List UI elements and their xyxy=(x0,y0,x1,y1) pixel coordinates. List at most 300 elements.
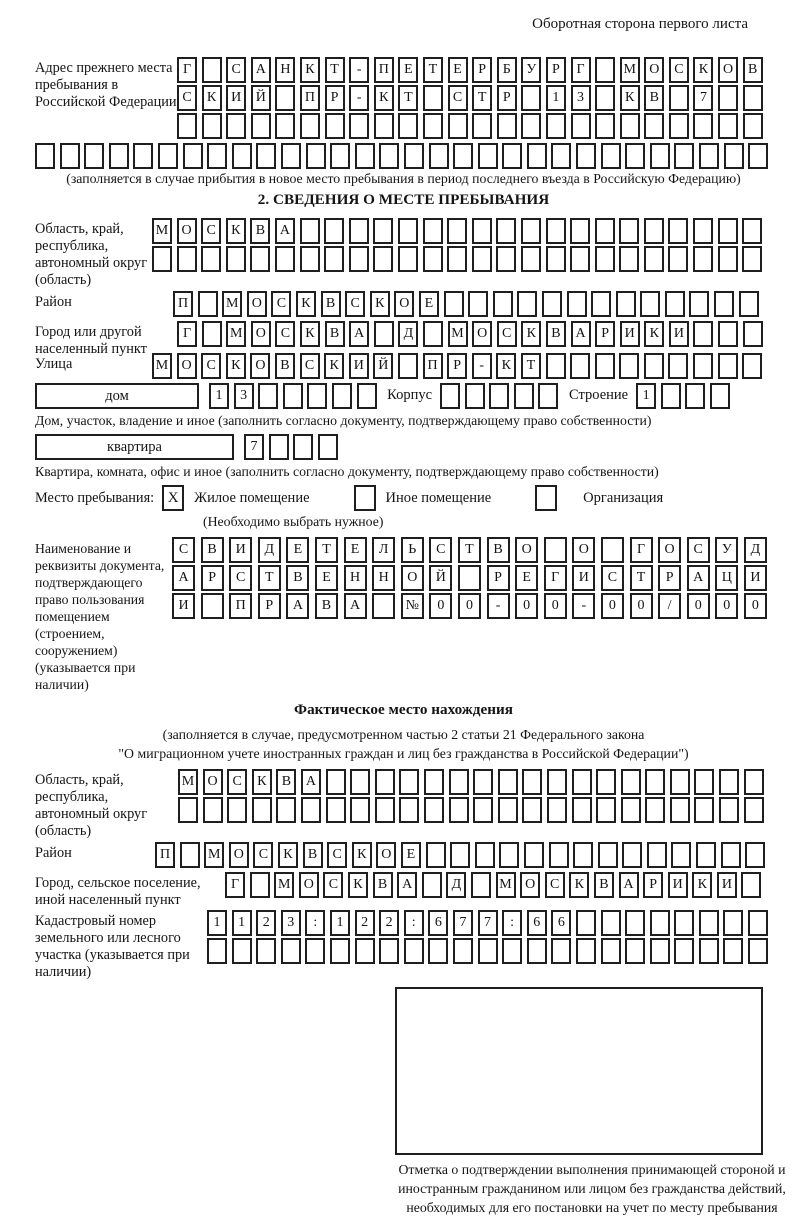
char-box[interactable] xyxy=(748,938,768,964)
char-box[interactable] xyxy=(423,113,443,139)
char-box[interactable] xyxy=(625,143,645,169)
char-box[interactable] xyxy=(449,797,469,823)
char-box[interactable]: А xyxy=(571,321,591,347)
char-box[interactable] xyxy=(496,218,516,244)
char-box[interactable] xyxy=(489,383,509,409)
char-box[interactable]: С xyxy=(229,565,252,591)
char-box[interactable] xyxy=(429,143,449,169)
char-box[interactable]: В xyxy=(743,57,763,83)
char-box[interactable] xyxy=(306,143,326,169)
char-box[interactable] xyxy=(325,113,345,139)
char-box[interactable]: К xyxy=(348,872,368,898)
char-box[interactable] xyxy=(453,143,473,169)
char-box[interactable]: У xyxy=(521,57,541,83)
char-box[interactable] xyxy=(447,218,467,244)
char-box[interactable] xyxy=(527,143,547,169)
char-box[interactable] xyxy=(517,291,537,317)
char-box[interactable]: Е xyxy=(419,291,439,317)
char-box[interactable] xyxy=(398,353,418,379)
char-box[interactable]: 7 xyxy=(244,434,264,460)
char-box[interactable]: П xyxy=(229,593,252,619)
char-box[interactable] xyxy=(650,910,670,936)
char-box[interactable] xyxy=(202,113,222,139)
char-box[interactable] xyxy=(250,246,270,272)
char-box[interactable] xyxy=(232,938,252,964)
char-box[interactable] xyxy=(625,910,645,936)
char-box[interactable]: Б xyxy=(497,57,517,83)
char-box[interactable] xyxy=(332,383,352,409)
char-box[interactable]: К xyxy=(620,85,640,111)
char-box[interactable]: Д xyxy=(398,321,418,347)
char-box[interactable] xyxy=(226,246,246,272)
char-box[interactable]: 6 xyxy=(428,910,448,936)
char-box[interactable]: П xyxy=(155,842,175,868)
char-box[interactable]: В xyxy=(303,842,323,868)
char-box[interactable]: Т xyxy=(521,353,541,379)
char-box[interactable] xyxy=(693,246,713,272)
char-box[interactable] xyxy=(674,143,694,169)
char-box[interactable] xyxy=(619,218,639,244)
char-box[interactable] xyxy=(198,291,218,317)
char-box[interactable]: Р xyxy=(658,565,681,591)
char-box[interactable] xyxy=(721,842,741,868)
char-box[interactable]: П xyxy=(374,57,394,83)
char-box[interactable] xyxy=(522,769,542,795)
char-box[interactable] xyxy=(226,113,246,139)
char-box[interactable] xyxy=(256,143,276,169)
char-box[interactable] xyxy=(404,938,424,964)
char-box[interactable]: Ц xyxy=(715,565,738,591)
char-box[interactable]: О xyxy=(299,872,319,898)
char-box[interactable] xyxy=(350,769,370,795)
char-box[interactable]: М xyxy=(448,321,468,347)
char-box[interactable]: П xyxy=(173,291,193,317)
char-box[interactable] xyxy=(591,291,611,317)
char-box[interactable] xyxy=(699,910,719,936)
char-box[interactable] xyxy=(601,143,621,169)
char-box[interactable]: 0 xyxy=(630,593,653,619)
char-box[interactable] xyxy=(546,218,566,244)
char-box[interactable] xyxy=(84,143,104,169)
char-box[interactable]: С xyxy=(601,565,624,591)
char-box[interactable] xyxy=(498,769,518,795)
char-box[interactable] xyxy=(330,938,350,964)
char-box[interactable] xyxy=(514,383,534,409)
char-box[interactable] xyxy=(232,143,252,169)
char-box[interactable]: М xyxy=(274,872,294,898)
char-box[interactable] xyxy=(372,593,395,619)
char-box[interactable] xyxy=(275,113,295,139)
char-box[interactable]: Р xyxy=(258,593,281,619)
char-box[interactable] xyxy=(644,353,664,379)
char-box[interactable] xyxy=(398,218,418,244)
char-box[interactable] xyxy=(573,842,593,868)
char-box[interactable] xyxy=(619,353,639,379)
char-box[interactable] xyxy=(497,113,517,139)
char-box[interactable] xyxy=(542,291,562,317)
char-box[interactable] xyxy=(724,143,744,169)
char-box[interactable] xyxy=(502,938,522,964)
char-box[interactable] xyxy=(601,938,621,964)
char-box[interactable] xyxy=(398,246,418,272)
char-box[interactable] xyxy=(669,113,689,139)
char-box[interactable] xyxy=(723,910,743,936)
char-box[interactable] xyxy=(293,434,313,460)
char-box[interactable] xyxy=(741,872,761,898)
char-box[interactable] xyxy=(549,842,569,868)
char-box[interactable]: Р xyxy=(595,321,615,347)
char-box[interactable] xyxy=(572,797,592,823)
char-box[interactable] xyxy=(458,565,481,591)
char-box[interactable]: М xyxy=(222,291,242,317)
char-box[interactable] xyxy=(502,143,522,169)
char-box[interactable] xyxy=(202,321,222,347)
char-box[interactable]: Е xyxy=(344,537,367,563)
char-box[interactable]: С xyxy=(429,537,452,563)
char-box[interactable] xyxy=(300,218,320,244)
char-box[interactable]: 3 xyxy=(571,85,591,111)
char-box[interactable] xyxy=(718,246,738,272)
char-box[interactable]: 1 xyxy=(636,383,656,409)
char-box[interactable]: О xyxy=(203,769,223,795)
char-box[interactable]: И xyxy=(226,85,246,111)
char-box[interactable] xyxy=(685,383,705,409)
char-box[interactable] xyxy=(496,246,516,272)
char-box[interactable]: Г xyxy=(177,321,197,347)
char-box[interactable]: : xyxy=(502,910,522,936)
char-box[interactable] xyxy=(743,85,763,111)
char-box[interactable]: : xyxy=(305,910,325,936)
char-box[interactable]: К xyxy=(226,353,246,379)
char-box[interactable]: С xyxy=(497,321,517,347)
char-box[interactable] xyxy=(133,143,153,169)
char-box[interactable]: М xyxy=(178,769,198,795)
char-box[interactable] xyxy=(595,85,615,111)
char-box[interactable] xyxy=(275,246,295,272)
char-box[interactable]: П xyxy=(423,353,443,379)
char-box[interactable]: Д xyxy=(744,537,767,563)
char-box[interactable] xyxy=(258,383,278,409)
char-box[interactable] xyxy=(710,383,730,409)
char-box[interactable] xyxy=(379,938,399,964)
char-box[interactable]: К xyxy=(374,85,394,111)
char-box[interactable]: Т xyxy=(630,565,653,591)
char-box[interactable] xyxy=(598,842,618,868)
char-box[interactable] xyxy=(450,842,470,868)
char-box[interactable]: М xyxy=(152,218,172,244)
char-box[interactable] xyxy=(357,383,377,409)
char-box[interactable]: А xyxy=(172,565,195,591)
char-box[interactable] xyxy=(473,769,493,795)
char-box[interactable] xyxy=(674,910,694,936)
char-box[interactable] xyxy=(742,353,762,379)
char-box[interactable]: К xyxy=(569,872,589,898)
char-box[interactable] xyxy=(693,113,713,139)
char-box[interactable]: И xyxy=(717,872,737,898)
char-box[interactable] xyxy=(674,938,694,964)
char-box[interactable]: Й xyxy=(429,565,452,591)
char-box[interactable]: В xyxy=(594,872,614,898)
char-box[interactable] xyxy=(570,246,590,272)
char-box[interactable] xyxy=(472,113,492,139)
char-box[interactable]: Р xyxy=(643,872,663,898)
char-box[interactable]: П xyxy=(300,85,320,111)
char-box[interactable]: К xyxy=(202,85,222,111)
char-box[interactable]: О xyxy=(520,872,540,898)
char-box[interactable] xyxy=(275,85,295,111)
char-box[interactable] xyxy=(620,113,640,139)
char-box[interactable]: Д xyxy=(258,537,281,563)
char-box[interactable] xyxy=(601,537,624,563)
char-box[interactable] xyxy=(180,842,200,868)
char-box[interactable]: О xyxy=(644,57,664,83)
char-box[interactable]: - xyxy=(349,85,369,111)
char-box[interactable] xyxy=(355,938,375,964)
char-box[interactable] xyxy=(619,246,639,272)
char-box[interactable] xyxy=(665,291,685,317)
char-box[interactable] xyxy=(551,938,571,964)
char-box[interactable] xyxy=(546,113,566,139)
char-box[interactable]: С xyxy=(226,57,246,83)
char-box[interactable] xyxy=(718,85,738,111)
char-box[interactable] xyxy=(571,113,591,139)
char-box[interactable]: К xyxy=(521,321,541,347)
char-box[interactable]: В xyxy=(325,321,345,347)
char-box[interactable]: В xyxy=(275,353,295,379)
char-box[interactable] xyxy=(281,143,301,169)
char-box[interactable] xyxy=(326,769,346,795)
char-box[interactable] xyxy=(521,85,541,111)
char-box[interactable]: Ь xyxy=(401,537,424,563)
char-box[interactable]: 7 xyxy=(478,910,498,936)
char-box[interactable]: В xyxy=(644,85,664,111)
char-box[interactable] xyxy=(595,57,615,83)
char-box[interactable]: : xyxy=(404,910,424,936)
char-box[interactable] xyxy=(375,797,395,823)
char-box[interactable] xyxy=(447,246,467,272)
char-box[interactable]: В xyxy=(286,565,309,591)
char-box[interactable]: К xyxy=(300,57,320,83)
char-box[interactable]: С xyxy=(172,537,195,563)
char-box[interactable]: Й xyxy=(251,85,271,111)
char-box[interactable] xyxy=(521,113,541,139)
char-box[interactable]: С xyxy=(275,321,295,347)
char-box[interactable] xyxy=(547,769,567,795)
char-box[interactable] xyxy=(744,769,764,795)
char-box[interactable] xyxy=(644,246,664,272)
char-box[interactable]: Р xyxy=(325,85,345,111)
char-box[interactable] xyxy=(693,218,713,244)
char-box[interactable]: И xyxy=(349,353,369,379)
char-box[interactable] xyxy=(670,797,690,823)
char-box[interactable]: 1 xyxy=(209,383,229,409)
char-box[interactable]: В xyxy=(373,872,393,898)
char-box[interactable] xyxy=(498,797,518,823)
char-box[interactable] xyxy=(699,938,719,964)
char-box[interactable]: К xyxy=(296,291,316,317)
char-box[interactable] xyxy=(547,797,567,823)
char-box[interactable]: 7 xyxy=(693,85,713,111)
char-box[interactable]: К xyxy=(370,291,390,317)
char-box[interactable] xyxy=(349,113,369,139)
char-box[interactable] xyxy=(499,842,519,868)
char-box[interactable]: О xyxy=(515,537,538,563)
char-box[interactable] xyxy=(668,353,688,379)
char-box[interactable]: 2 xyxy=(256,910,276,936)
char-box[interactable]: 3 xyxy=(234,383,254,409)
char-box[interactable] xyxy=(645,797,665,823)
char-box[interactable]: К xyxy=(693,57,713,83)
char-box[interactable] xyxy=(183,143,203,169)
char-box[interactable] xyxy=(428,938,448,964)
char-box[interactable]: А xyxy=(619,872,639,898)
char-box[interactable] xyxy=(307,383,327,409)
char-box[interactable] xyxy=(696,842,716,868)
char-box[interactable]: С xyxy=(201,218,221,244)
char-box[interactable]: 0 xyxy=(458,593,481,619)
char-box[interactable]: С xyxy=(687,537,710,563)
char-box[interactable]: О xyxy=(177,353,197,379)
char-box[interactable] xyxy=(668,218,688,244)
char-box[interactable]: О xyxy=(718,57,738,83)
char-box[interactable] xyxy=(355,143,375,169)
char-box[interactable] xyxy=(595,218,615,244)
char-box[interactable] xyxy=(718,353,738,379)
char-box[interactable] xyxy=(423,321,443,347)
char-box[interactable]: 0 xyxy=(687,593,710,619)
char-box[interactable] xyxy=(576,938,596,964)
char-box[interactable] xyxy=(424,769,444,795)
char-box[interactable] xyxy=(373,218,393,244)
char-box[interactable]: В xyxy=(546,321,566,347)
char-box[interactable] xyxy=(595,353,615,379)
char-box[interactable]: И xyxy=(668,872,688,898)
char-box[interactable]: К xyxy=(252,769,272,795)
char-box[interactable] xyxy=(207,938,227,964)
char-box[interactable]: Г xyxy=(177,57,197,83)
char-box[interactable]: Т xyxy=(325,57,345,83)
char-box[interactable] xyxy=(538,383,558,409)
char-box[interactable] xyxy=(621,797,641,823)
char-box[interactable] xyxy=(718,218,738,244)
char-box[interactable] xyxy=(551,143,571,169)
char-box[interactable]: С xyxy=(323,872,343,898)
char-box[interactable] xyxy=(256,938,276,964)
char-box[interactable] xyxy=(650,938,670,964)
char-box[interactable] xyxy=(318,434,338,460)
char-box[interactable] xyxy=(300,113,320,139)
char-box[interactable]: Й xyxy=(373,353,393,379)
char-box[interactable]: Д xyxy=(446,872,466,898)
char-box[interactable]: А xyxy=(301,769,321,795)
char-box[interactable]: М xyxy=(226,321,246,347)
char-box[interactable] xyxy=(522,797,542,823)
char-box[interactable]: М xyxy=(152,353,172,379)
char-box[interactable] xyxy=(572,769,592,795)
char-box[interactable]: К xyxy=(300,321,320,347)
char-box[interactable] xyxy=(177,246,197,272)
char-box[interactable] xyxy=(375,769,395,795)
char-box[interactable] xyxy=(493,291,513,317)
char-box[interactable] xyxy=(743,113,763,139)
char-box[interactable] xyxy=(35,143,55,169)
char-box[interactable]: И xyxy=(669,321,689,347)
char-box[interactable] xyxy=(324,246,344,272)
char-box[interactable] xyxy=(644,218,664,244)
char-box[interactable] xyxy=(269,434,289,460)
checkbox-organization[interactable] xyxy=(535,485,557,511)
char-box[interactable] xyxy=(668,246,688,272)
char-box[interactable] xyxy=(202,57,222,83)
char-box[interactable] xyxy=(475,842,495,868)
char-box[interactable]: А xyxy=(687,565,710,591)
char-box[interactable] xyxy=(227,797,247,823)
char-box[interactable] xyxy=(60,143,80,169)
char-box[interactable]: - xyxy=(572,593,595,619)
char-box[interactable] xyxy=(644,113,664,139)
char-box[interactable] xyxy=(521,246,541,272)
char-box[interactable] xyxy=(300,246,320,272)
char-box[interactable] xyxy=(283,383,303,409)
char-box[interactable]: Е xyxy=(286,537,309,563)
char-box[interactable] xyxy=(723,938,743,964)
char-box[interactable]: 0 xyxy=(515,593,538,619)
char-box[interactable]: В xyxy=(201,537,224,563)
char-box[interactable] xyxy=(745,842,765,868)
char-box[interactable] xyxy=(622,842,642,868)
char-box[interactable] xyxy=(742,246,762,272)
char-box[interactable]: И xyxy=(172,593,195,619)
char-box[interactable] xyxy=(448,113,468,139)
char-box[interactable] xyxy=(472,218,492,244)
char-box[interactable] xyxy=(423,218,443,244)
char-box[interactable] xyxy=(177,113,197,139)
char-box[interactable] xyxy=(595,246,615,272)
char-box[interactable]: А xyxy=(397,872,417,898)
char-box[interactable] xyxy=(546,353,566,379)
char-box[interactable]: И xyxy=(572,565,595,591)
char-box[interactable]: Р xyxy=(546,57,566,83)
char-box[interactable]: А xyxy=(344,593,367,619)
char-box[interactable]: 1 xyxy=(546,85,566,111)
char-box[interactable]: И xyxy=(229,537,252,563)
char-box[interactable]: К xyxy=(496,353,516,379)
char-box[interactable]: О xyxy=(250,353,270,379)
char-box[interactable] xyxy=(201,593,224,619)
char-box[interactable]: А xyxy=(349,321,369,347)
char-box[interactable]: О xyxy=(472,321,492,347)
char-box[interactable]: В xyxy=(321,291,341,317)
char-box[interactable]: У xyxy=(715,537,738,563)
char-box[interactable] xyxy=(374,113,394,139)
char-box[interactable] xyxy=(423,246,443,272)
checkbox-residential[interactable]: X xyxy=(162,485,184,511)
char-box[interactable] xyxy=(567,291,587,317)
char-box[interactable] xyxy=(250,872,270,898)
checkbox-other-premises[interactable] xyxy=(354,485,376,511)
char-box[interactable] xyxy=(251,113,271,139)
char-box[interactable]: О xyxy=(177,218,197,244)
char-box[interactable]: С xyxy=(271,291,291,317)
char-box[interactable] xyxy=(276,797,296,823)
char-box[interactable]: В xyxy=(487,537,510,563)
char-box[interactable]: 0 xyxy=(715,593,738,619)
char-box[interactable]: К xyxy=(278,842,298,868)
char-box[interactable] xyxy=(527,938,547,964)
char-box[interactable] xyxy=(669,85,689,111)
char-box[interactable]: Р xyxy=(497,85,517,111)
char-box[interactable] xyxy=(645,769,665,795)
